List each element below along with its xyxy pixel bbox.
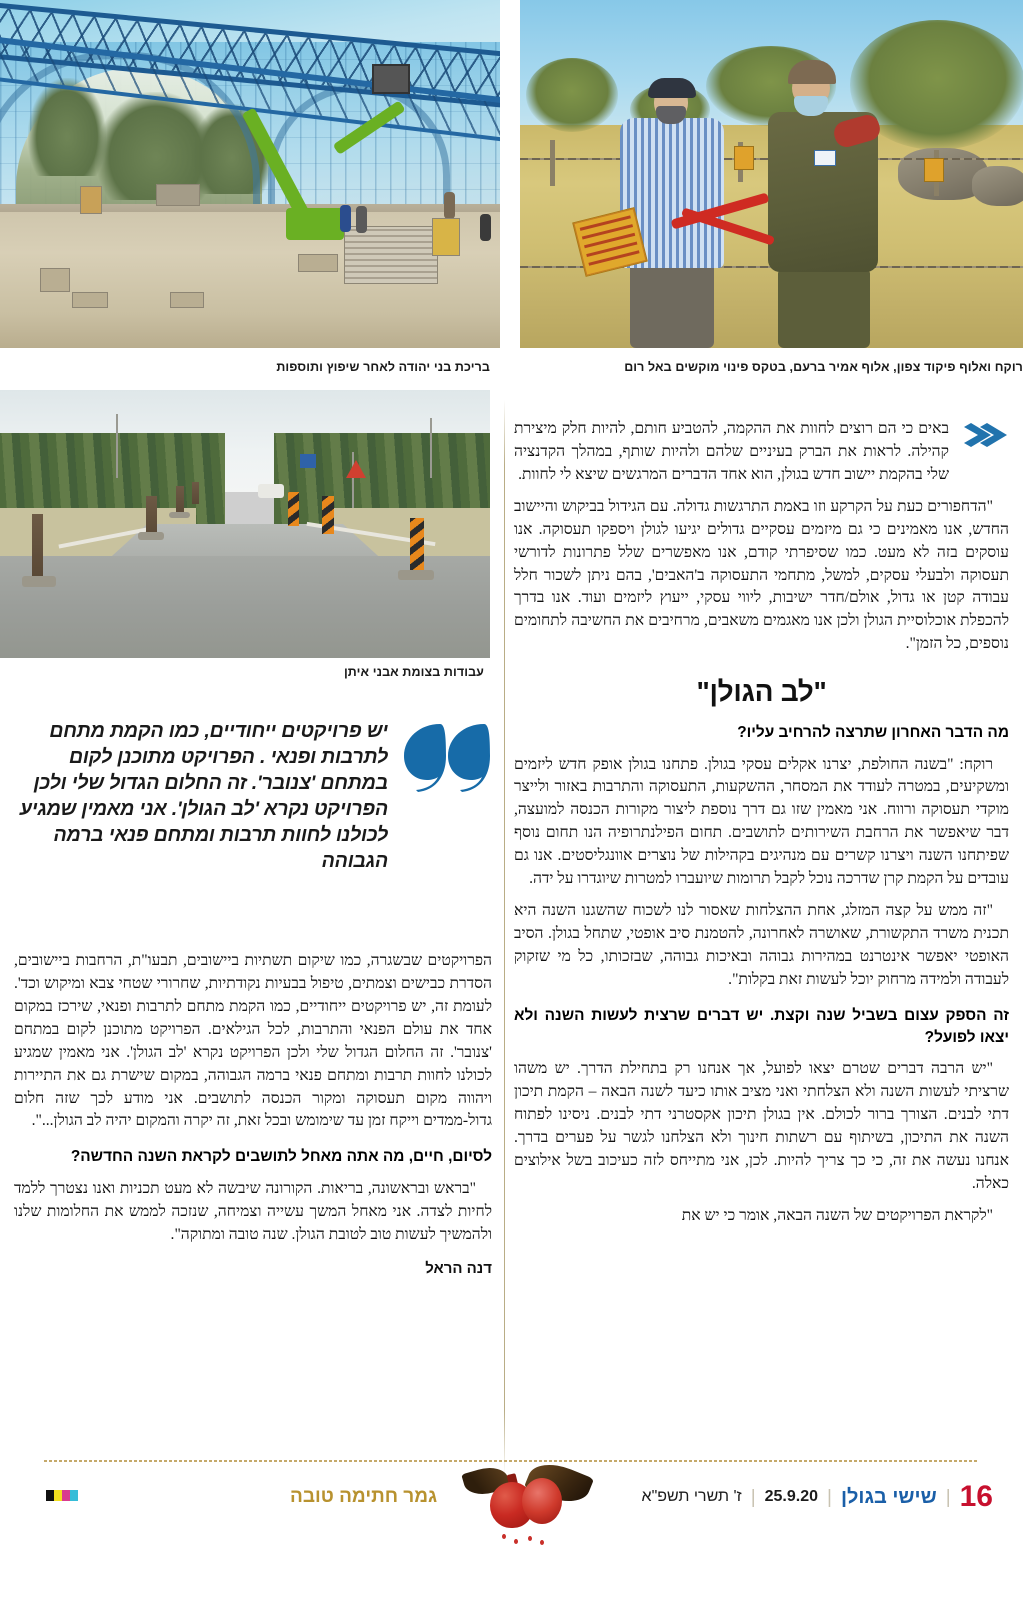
section-heading-lev-hagolan: "לב הגולן": [696, 676, 827, 708]
caption-photo-pool: בריכת בני יהודה לאחר שיפוץ ותוספות: [276, 360, 490, 374]
utility-pole: [116, 414, 118, 478]
article-column-right: [514, 418, 1009, 1237]
photo-ceremony: [520, 0, 1023, 348]
interview-answer-2a: "יש הרבה דברים שטרם יצאו לפועל, אך אנחנו רק בתחילת הדרך. יש משהו שרציתי לעשות השנה ולא הצלחתי ואני מציב אותו כיעד לשנה הבאה – הקמת תיכון דתי לבנים. הצורך ברור לכולם. אין בגולן תיכון אקסטרני דתי לבנים. ניסינו לפתוח השנה את התיכון, בשיתוף עם רשתות חינוך ולא הצלחנו לגשר על פערים בדרך. אנחנו נעשה את זה, כי כך צריך להיות. לכן, אני מתייחס לזה כעיכוב בשל אילוצים כאלה.: [514, 1060, 1009, 1193]
paragraph-intro: באים כי הם רוצים לחוות את ההקמה, להטביע חותם, להיות חלק מיצירת קהילה. לראות את הברק בעיניים שלהם ולהיות שותף, במהלך הקדנציה שלי בהקמת יישוב חדש בגולן, הוא אחד הדברים המרגשים שיצא לי לחוות.: [514, 420, 949, 483]
photo-road: [0, 390, 490, 658]
separator: |: [750, 1486, 756, 1508]
bollard: [32, 514, 43, 576]
cap: [648, 78, 696, 98]
footer-issue-line: [642, 1482, 993, 1512]
pull-quote: [8, 718, 492, 874]
bollard-base: [169, 512, 190, 518]
civilian-trousers: [630, 262, 714, 348]
pomegranate-icon: [522, 1478, 562, 1524]
parked-car: [258, 484, 284, 498]
date-hebrew: ז' תשרי תשפ"א: [641, 1488, 742, 1505]
worker: [480, 214, 491, 241]
publication-masthead: שישי בגולן: [840, 1486, 937, 1508]
israeli-flag-patch: [814, 150, 836, 166]
separator: |: [827, 1486, 832, 1508]
paragraph-projects: הפרויקטים שבשגרה, כמו שיקום תשתיות ביישובים, תבעו"ת, הרחבות ביישובים, הסדרת כבישים וצמתים, טיפול בבעיות נקודתיות, שחרורי שטחי צבא ומיקוש וכד'. לעומת זה, יש פרויקטים ייחודיים, כמו הקמת מתחם לתרבות ופנאי, שירכז במקום אחד את עולם הפנאי והתרבות, לכל הגילאים. הפרויקט מתוכנן לקום במתחם 'צנובר'. זה החלום הגדול שלי ולכן הפרויקט נקרא 'לב הגולן'. אני מאמין שמגיע לכולנו לחוות תרבות ומתחם פנאי ברמה הגבוהה, במקום שישרת גם את התיירות ויהווה מקום תעסוקה ומקור הכנסה לתושבים. אני מודע לכך שזה חלום גדול-ממדים וייקח זמן עד שימומש ובכל זאת, זה יקרה והמקום יהיה לב הגולן...".: [14, 952, 492, 1130]
bollard: [192, 482, 199, 504]
brick-pallet: [344, 226, 438, 284]
column-divider: [504, 400, 505, 1475]
interview-question-1: מה הדבר האחרון שתרצה להרחיב עליו?: [737, 724, 1009, 742]
worker: [340, 205, 351, 232]
plywood-sheet: [80, 186, 102, 214]
bollard-base: [22, 576, 56, 587]
cherry-picker-cage: [372, 64, 410, 94]
marker-base: [398, 570, 434, 580]
traffic-marker: [288, 492, 299, 526]
concrete-block: [40, 268, 70, 292]
cherry-picker-base: [286, 208, 344, 240]
chevron-double-left-icon: [963, 422, 1009, 448]
page-number: 16: [959, 1480, 993, 1513]
cmyk-registration-bar: [46, 1490, 78, 1501]
interview-question-3: לסיום, חיים, מה אתה מאחל לתושבים לקראת השנה החדשה?: [70, 1148, 492, 1166]
bollard-base: [138, 532, 164, 540]
separator: |: [945, 1486, 951, 1508]
soldier-trousers: [778, 268, 870, 348]
interview-answer-1b: "זה ממש על קצה המזלג, אחת ההצלחות שאסור לנו לשכוח שהשגנו השנה היא תכנית משרד התקשורת, שאושרה לאחרונה, להטמנת סיב אופטי, שתחל בגולן. הסיב האופטי יאפשר אינטרנט במהירות גבוהה ובאיכות גבוהה, שבזכותו, כל מי שזקוק לעבודה ולמידה מרחוק יוכל לעשות זאת בקלות".: [514, 902, 1009, 988]
rock: [972, 166, 1023, 206]
traffic-marker: [322, 496, 334, 534]
timber-stack: [432, 218, 460, 256]
bollard: [176, 486, 184, 514]
minefield-warning-sign: [734, 146, 754, 170]
page-footer: [0, 1460, 1023, 1552]
concrete-block: [170, 292, 204, 308]
utility-pole: [430, 418, 432, 478]
quote-mark-icon: [398, 722, 490, 792]
byline-author: דנה הראל: [425, 1260, 492, 1278]
pomegranate-seed: [514, 1539, 518, 1544]
concrete-block: [72, 292, 108, 308]
interview-question-2: זה הספק עצום בשביל שנה וקצת. יש דברים שרצית לעשות השנה ולא יצאו לפועל?: [514, 1006, 1009, 1047]
face-mask: [656, 106, 686, 124]
interview-answer-3: "בראש ובראשונה, בריאות. הקורונה שיבשה לא מעט תכניות ואנו נצטרך ללמד לחיות לצדה. אני מאחל המשך עשייה וצמיחה, שנזכה לממש את החלומות שלנו ולהמשיך לעשות טוב לטובת הגולן. שנה טובה ומתוקה".: [14, 1179, 492, 1243]
pomegranate-shofar-emblem: [452, 1460, 592, 1552]
concrete-block: [156, 184, 200, 206]
article-column-left: [14, 950, 492, 1277]
pomegranate-seed: [528, 1536, 532, 1541]
pull-quote-text: יש פרויקטים ייחודיים, כמו הקמת מתחם לתרבות ופנאי . הפרויקט מתוכנן לקום במתחם 'צנובר'. זה החלום הגדול שלי ולכן הפרויקט נקרא 'לב הגולן'. אני מאמין שמגיע לכולנו לחוות תרבות ומתחם פנאי ברמה הגבוהה: [19, 720, 388, 873]
caption-photo-road: עבודות בצומת אבני איתן: [343, 665, 484, 679]
traffic-marker: [410, 518, 424, 570]
caption-photo-ceremony: רוקח ואלוף פיקוד צפון, אלוף אמיר ברעם, בטקס פינוי מוקשים באל רום: [624, 360, 1023, 374]
minefield-warning-sign: [924, 158, 944, 182]
interview-answer-1a: רוקח: "בשנה החולפת, יצרנו אקלים עסקי בגולן. פתחנו בגולן אופק חדש ליזמים ומשקיעים, במטרה לעודד את המסחר, ההשקעות, התעסוקה והתרבות באזור ולייצר מוקדי תעסוקה ורווח. אני מאמין שזו גם דרך נוספת ליצור מקורות הכנסה למועצה, דבר שיאפשר את הרחבת השירותים לתושבים. תחום הפילנתרופיה הנו תחום נוסף שפיתחנו השנה ויצרנו קשרים עם מנהיגים בקהילות של נוצרים אוונגליסטים. אנו גם עובדים על הקמת קרן שדרכה נוכל לקבל תרומות שיועברו למטרות שיוגדרו על ידה.: [514, 755, 1009, 888]
date-gregorian: 25.9.20: [764, 1488, 819, 1505]
worker: [356, 206, 367, 233]
paragraph: "הדחפורים כעת על הקרקע וזו באמת התרגשות גדולה. עם הגידול בביקוש והיישוב החדש, אנו מאמינים כי גם מיזמים עסקיים גדולים יגיעו לגולן ויספקו תעסוקה. אנו עוסקים בזה לא מעט. כמו שסיפרתי קודם, אנו מאפשרים שלל פתרונות לדורשי תעסוקה ולבעלי עסקים, למשל, מתחמי התעסוקה ב'האבים', בהם ניתן לשכור חלל עבודה קטן או גדול, אולם/חדר ישיבות, ליווי עסקי, ייעוץ ליזמים ועוד. אנו בדרך להכפלת אוכלוסיית הגולן ולכן אנו מאגמים משאבים, מרחיבים את החשיבה לתחומים נוספים, כל הזמן".: [514, 497, 1009, 653]
bollard: [146, 496, 157, 534]
photo-pool: [0, 0, 500, 348]
warning-triangle-sign: [346, 460, 366, 478]
blue-road-sign: [300, 454, 316, 468]
pomegranate-seed: [540, 1540, 544, 1545]
concrete-block: [298, 254, 338, 272]
interview-answer-2b: "לקראת הפרויקטים של השנה הבאה, אומר כי יש את: [681, 1206, 993, 1224]
bush: [526, 58, 618, 132]
pomegranate-seed: [502, 1534, 506, 1539]
holiday-greeting: גמר חתימה טובה: [290, 1486, 438, 1507]
worker: [444, 192, 455, 219]
fence-post: [550, 140, 555, 186]
